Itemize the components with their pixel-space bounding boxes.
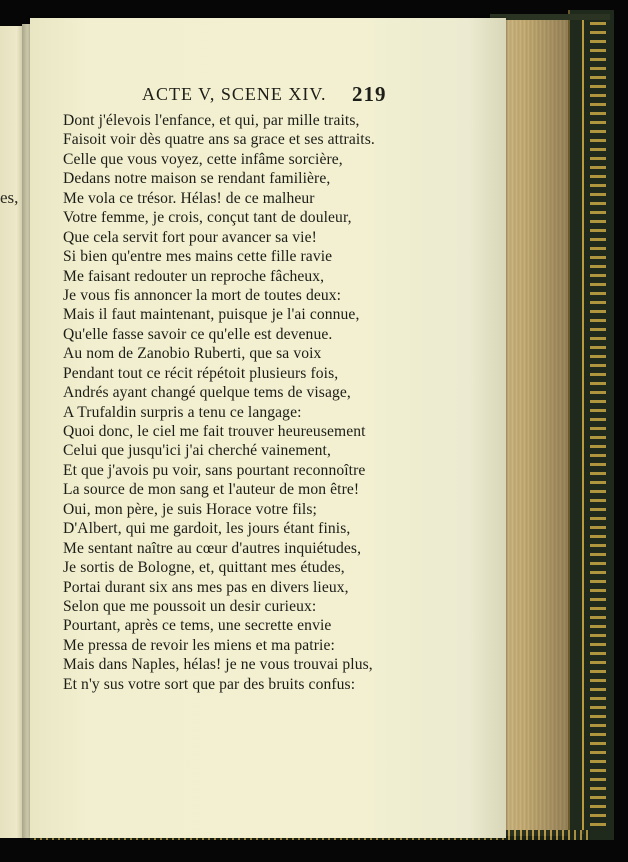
left-facing-page xyxy=(0,26,24,838)
verse-line: Selon que me poussoit un desir curieux: xyxy=(63,597,317,615)
verse-line: Celui que jusqu'ici j'ai cherché vainement, xyxy=(63,442,331,460)
verse-line: Mais il faut maintenant, puisque je l'ai connue, xyxy=(63,306,360,324)
verse-line: D'Albert, qui me gardoit, les jours étant finis, xyxy=(63,520,351,538)
verse-line: Si bien qu'entre mes mains cette fille ravie xyxy=(63,248,333,266)
verse-line: Pendant tout ce récit répétoit plusieurs fois, xyxy=(63,364,339,382)
verse-line: Me faisant redouter un reproche fâcheux, xyxy=(63,267,325,285)
cover-top-edge xyxy=(490,14,610,20)
verse-line: Au nom de Zanobio Ruberti, que sa voix xyxy=(63,345,322,363)
verse-line: La source de mon sang et l'auteur de mon être! xyxy=(63,481,360,499)
running-header xyxy=(108,84,408,108)
verse-line: Andrés ayant changé quelque tems de visage, xyxy=(63,384,351,402)
verse-line: Me vola ce trésor. Hélas! de ce malheur xyxy=(63,189,315,207)
verse-line: Qu'elle fasse savoir ce qu'elle est devenue. xyxy=(63,325,333,343)
verse-line: Portai durant six ans mes pas en divers lieux, xyxy=(63,578,349,596)
verse-line: Et n'y sus votre sort que par des bruits confus: xyxy=(63,675,356,693)
verse-line: Je sortis de Bologne, et, quittant mes études, xyxy=(63,559,345,577)
verse-line: Pourtant, après ce tems, une secrette envie xyxy=(63,617,332,635)
verse-line: Oui, mon père, je suis Horace votre fils; xyxy=(63,500,317,518)
verse-line: Quoi donc, le ciel me fait trouver heureusement xyxy=(63,423,366,440)
verse-line: Dedans notre maison se rendant familière, xyxy=(63,170,331,188)
page-number: 219 xyxy=(352,82,387,106)
verse-line: Me sentant naître au cœur d'autres inquiétudes, xyxy=(63,539,362,557)
verse-line: Me pressa de revoir les miens et ma patrie: xyxy=(63,636,335,654)
running-title: ACTE V, SCENE XIV. xyxy=(142,84,327,104)
verse-line: Dont j'élevois l'enfance, et qui, par mille traits, xyxy=(63,112,360,129)
verse-line: A Trufaldin surpris a tenu ce langage: xyxy=(63,403,302,421)
verse-line: Je vous fis annoncer la mort de toutes deux: xyxy=(63,286,342,304)
verse-list xyxy=(63,111,493,694)
verse-line: Votre femme, je crois, conçut tant de douleur, xyxy=(63,209,352,227)
gilt-tooling-pattern xyxy=(590,22,606,828)
gilt-fillet-line xyxy=(582,14,584,834)
verse-line: Mais dans Naples, hélas! je ne vous trouvai plus, xyxy=(63,656,373,674)
verse-line: Faisoit voir dès quatre ans sa grace et ses attraits. xyxy=(63,131,375,149)
verse-line: Que cela servit fort pour avancer sa vie! xyxy=(63,228,317,246)
verse-line: Et que j'avois pu voir, sans pourtant reconnoître xyxy=(63,461,366,479)
left-page-fragment: es, xyxy=(0,188,19,207)
verse-line: Celle que vous voyez, cette infâme sorcière, xyxy=(63,150,343,168)
